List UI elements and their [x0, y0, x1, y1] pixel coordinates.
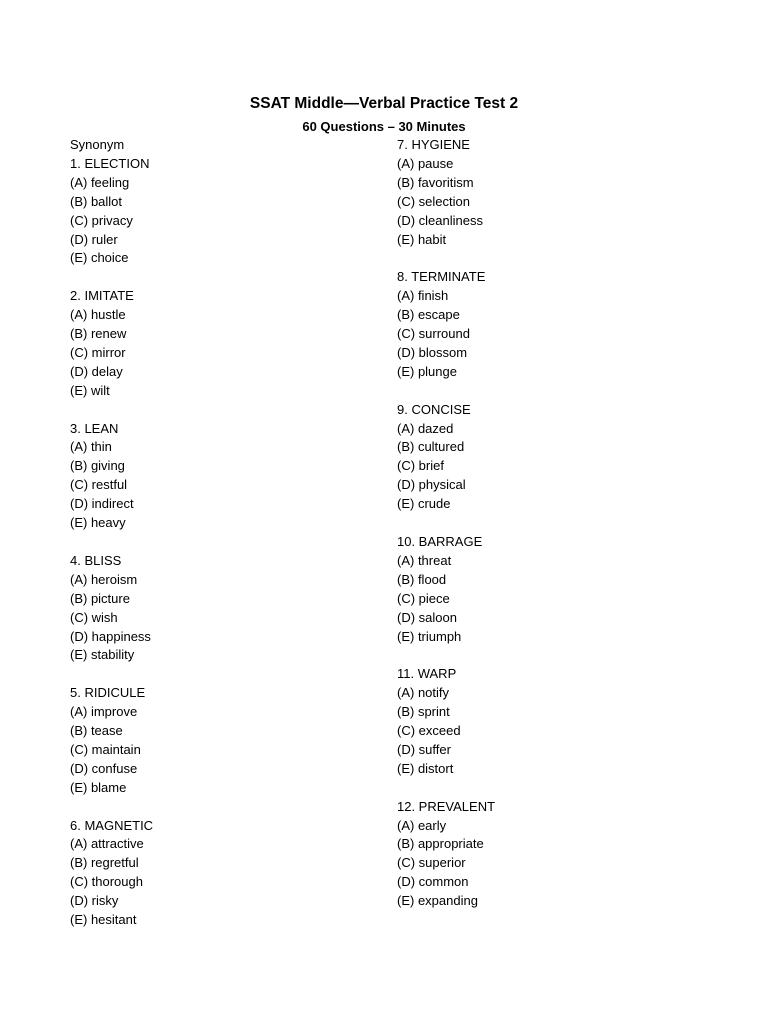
question-6: [70, 817, 153, 930]
question-stem: 1. ELECTION: [70, 155, 150, 171]
question-10: [397, 533, 495, 646]
answer-option: (C) selection: [397, 193, 470, 209]
answer-option: (D) happiness: [70, 628, 151, 644]
question-stem: 10. BARRAGE: [397, 533, 483, 549]
left-question-column: [70, 136, 153, 930]
answer-option: (C) privacy: [70, 212, 133, 228]
answer-option: (A) finish: [397, 288, 449, 304]
answer-option: (A) dazed: [397, 420, 454, 436]
answer-option: (A) early: [397, 817, 447, 833]
answer-option: (B) renew: [70, 326, 127, 342]
answer-option: (B) favoritism: [397, 174, 474, 190]
question-5: [70, 684, 153, 797]
answer-option: (E) distort: [397, 760, 454, 776]
answer-option: (C) surround: [397, 326, 470, 342]
answer-option: (B) sprint: [397, 704, 450, 720]
answer-option: (C) maintain: [70, 741, 141, 757]
question-2: [70, 287, 153, 400]
answer-option: (C) exceed: [397, 723, 461, 739]
question-12: [397, 798, 495, 911]
answer-option: (C) brief: [397, 458, 444, 474]
question-stem: 9. CONCISE: [397, 401, 471, 417]
answer-option: (E) stability: [70, 647, 135, 663]
question-stem: 11. WARP: [397, 666, 457, 682]
question-9: [397, 401, 495, 514]
answer-option: (A) pause: [397, 155, 454, 171]
answer-option: (E) habit: [397, 231, 447, 247]
answer-option: (E) wilt: [70, 382, 110, 398]
answer-option: (D) suffer: [397, 741, 451, 757]
answer-option: (A) threat: [397, 552, 452, 568]
question-7: [397, 136, 495, 249]
question-stem: 5. RIDICULE: [70, 685, 146, 701]
answer-option: (B) appropriate: [397, 836, 484, 852]
answer-option: (D) indirect: [70, 496, 134, 512]
question-3: [70, 420, 153, 533]
answer-option: (B) escape: [397, 307, 460, 323]
answer-option: (B) flood: [397, 571, 447, 587]
answer-option: (B) regretful: [70, 855, 139, 871]
answer-option: (E) hesitant: [70, 912, 137, 928]
answer-option: (E) triumph: [397, 628, 462, 644]
page-title: SSAT Middle—Verbal Practice Test 2: [249, 95, 519, 112]
answer-option: (E) blame: [70, 779, 127, 795]
question-stem: 4. BLISS: [70, 552, 122, 568]
answer-option: (D) saloon: [397, 609, 457, 625]
answer-option: (A) hustle: [70, 307, 126, 323]
answer-option: (D) risky: [70, 893, 119, 909]
answer-option: (D) blossom: [397, 344, 468, 360]
section-label: Synonym: [70, 137, 125, 152]
answer-option: (D) cleanliness: [397, 212, 483, 228]
answer-option: (A) thin: [70, 439, 112, 455]
answer-option: (A) feeling: [70, 174, 130, 190]
answer-option: (E) plunge: [397, 363, 457, 379]
question-stem: 6. MAGNETIC: [70, 817, 154, 833]
answer-option: (C) wish: [70, 609, 118, 625]
answer-option: (C) superior: [397, 855, 466, 871]
answer-option: (B) tease: [70, 723, 123, 739]
answer-option: (A) heroism: [70, 571, 138, 587]
question-1: [70, 155, 153, 268]
answer-option: (D) delay: [70, 363, 123, 379]
answer-option: (C) mirror: [70, 344, 126, 360]
answer-option: (E) crude: [397, 496, 451, 512]
right-question-column: [397, 136, 495, 911]
answer-option: (A) notify: [397, 685, 450, 701]
question-stem: 3. LEAN: [70, 420, 119, 436]
answer-option: (E) choice: [70, 250, 129, 266]
answer-option: (E) expanding: [397, 893, 478, 909]
question-stem: 8. TERMINATE: [397, 269, 486, 285]
answer-option: (A) attractive: [70, 836, 144, 852]
answer-option: (D) confuse: [70, 760, 138, 776]
question-stem: 12. PREVALENT: [397, 798, 496, 814]
answer-option: (A) improve: [70, 704, 138, 720]
question-11: [397, 665, 495, 778]
answer-option: (C) piece: [397, 590, 450, 606]
answer-option: (D) common: [397, 874, 469, 890]
answer-option: (C) thorough: [70, 874, 143, 890]
answer-option: (D) physical: [397, 477, 466, 493]
answer-option: (B) cultured: [397, 439, 465, 455]
answer-option: (B) giving: [70, 458, 125, 474]
question-stem: 2. IMITATE: [70, 288, 134, 304]
answer-option: (D) ruler: [70, 231, 118, 247]
page-subtitle: 60 Questions – 30 Minutes: [302, 119, 466, 134]
answer-option: (B) ballot: [70, 193, 123, 209]
question-stem: 7. HYGIENE: [397, 137, 470, 152]
question-4: [70, 552, 153, 665]
answer-option: (C) restful: [70, 477, 128, 493]
answer-option: (B) picture: [70, 590, 130, 606]
answer-option: (E) heavy: [70, 515, 126, 531]
question-8: [397, 268, 495, 381]
